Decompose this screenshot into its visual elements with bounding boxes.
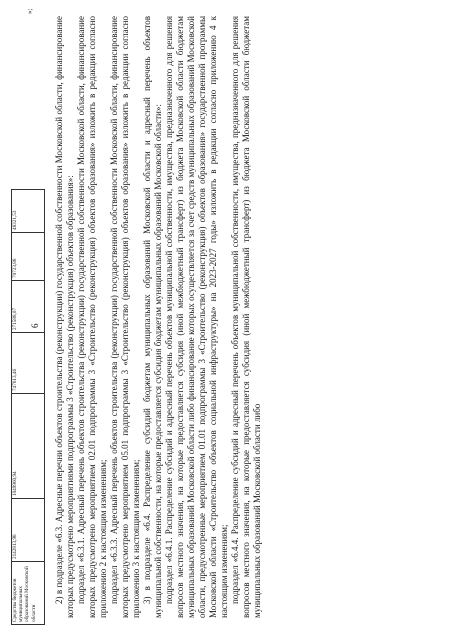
paragraph: подраздел «6.3.3. Адресный перечень объектов строительства (реконструкции) государственной собственности Московской области, финансирование которых предусмотрено мероприятием 05.01 подпрограммы 3 «Строительство (реконструкция) объектов образования» изложить в редакции согласно приложению 3 к настоящим изменениям; bbox=[109, 16, 141, 618]
funding-table bbox=[11, 189, 45, 625]
table-cell: 2142813,98 bbox=[12, 499, 45, 562]
table-cell: 70723,88 bbox=[12, 233, 45, 281]
table-cell: 48321,53 bbox=[12, 190, 45, 233]
table-row bbox=[12, 190, 45, 625]
closing-quote: »; bbox=[26, 8, 34, 14]
table-row-label: Средства бюджетов муниципальных образований Московской области bbox=[12, 562, 45, 625]
table-cell: 747613,46 bbox=[12, 333, 45, 394]
paragraph: подраздел «6.3.1. Адресный перечень объектов строительства (реконструкции) государственной собственности Московской области, финансирование которых предусмотрено мероприятием 02.01 подпрограммы 3 «Строительство (реконструкция) объектов образования» изложить в редакции согласно приложению 2 к настоящим изменениям; bbox=[76, 16, 108, 618]
paragraph: 3) в подразделе «6.4. Распределение субсидий бюджетам муниципальных образований Московской области и адресный перечень объектов муниципальной собственности, на которые предоставляется субсидия бюджетам муниципальных образований Московской области»: bbox=[142, 16, 163, 618]
table-cell: 1049960,94 bbox=[12, 394, 45, 499]
table-cell: 271588,07 bbox=[12, 281, 45, 333]
paragraph: подраздел «6.4.1. Распределение субсидий и адресный перечень объектов муниципальной собственности, имущества, предназначенного для решения вопросов местного значения, на которые предоставляется субсидия (иной межбюджетный трансферт) из бюджета Московской области бюджетам муниципальных образований Московской области либо финансирование которых осуществляется за счет средств муниципальных образований Московской области, предусмотренные мероприятием 01.01 подпрограммы 3 «Строительство (реконструкция) объектов образования» государственной программы Московской области «Строительство объектов социальной инфраструктуры» на 2023-2027 годы» изложить в редакции согласно приложению 4 к настоящим изменениям; bbox=[164, 16, 229, 618]
body-text bbox=[54, 16, 263, 618]
paragraph: подраздел «6.4.4. Распределение субсидий и адресный перечень объектов муниципальной собственности, имущества, предназначенного для решения вопросов местного значения, на которые предоставляется субсидия (иной межбюджетный трансферт) из бюджета Московской области бюджетам муниципальных образований Московской области либо bbox=[230, 16, 262, 618]
paragraph: 2) в подразделе «6.3. Адресные перечни объектов строительства (реконструкции) государственной собственности Московской области, финансирование которых предусмотрено мероприятиями подпрограммы 3 «Строительство (реконструкция) объектов образования»: bbox=[54, 16, 75, 618]
page-number: 6 bbox=[30, 323, 40, 328]
